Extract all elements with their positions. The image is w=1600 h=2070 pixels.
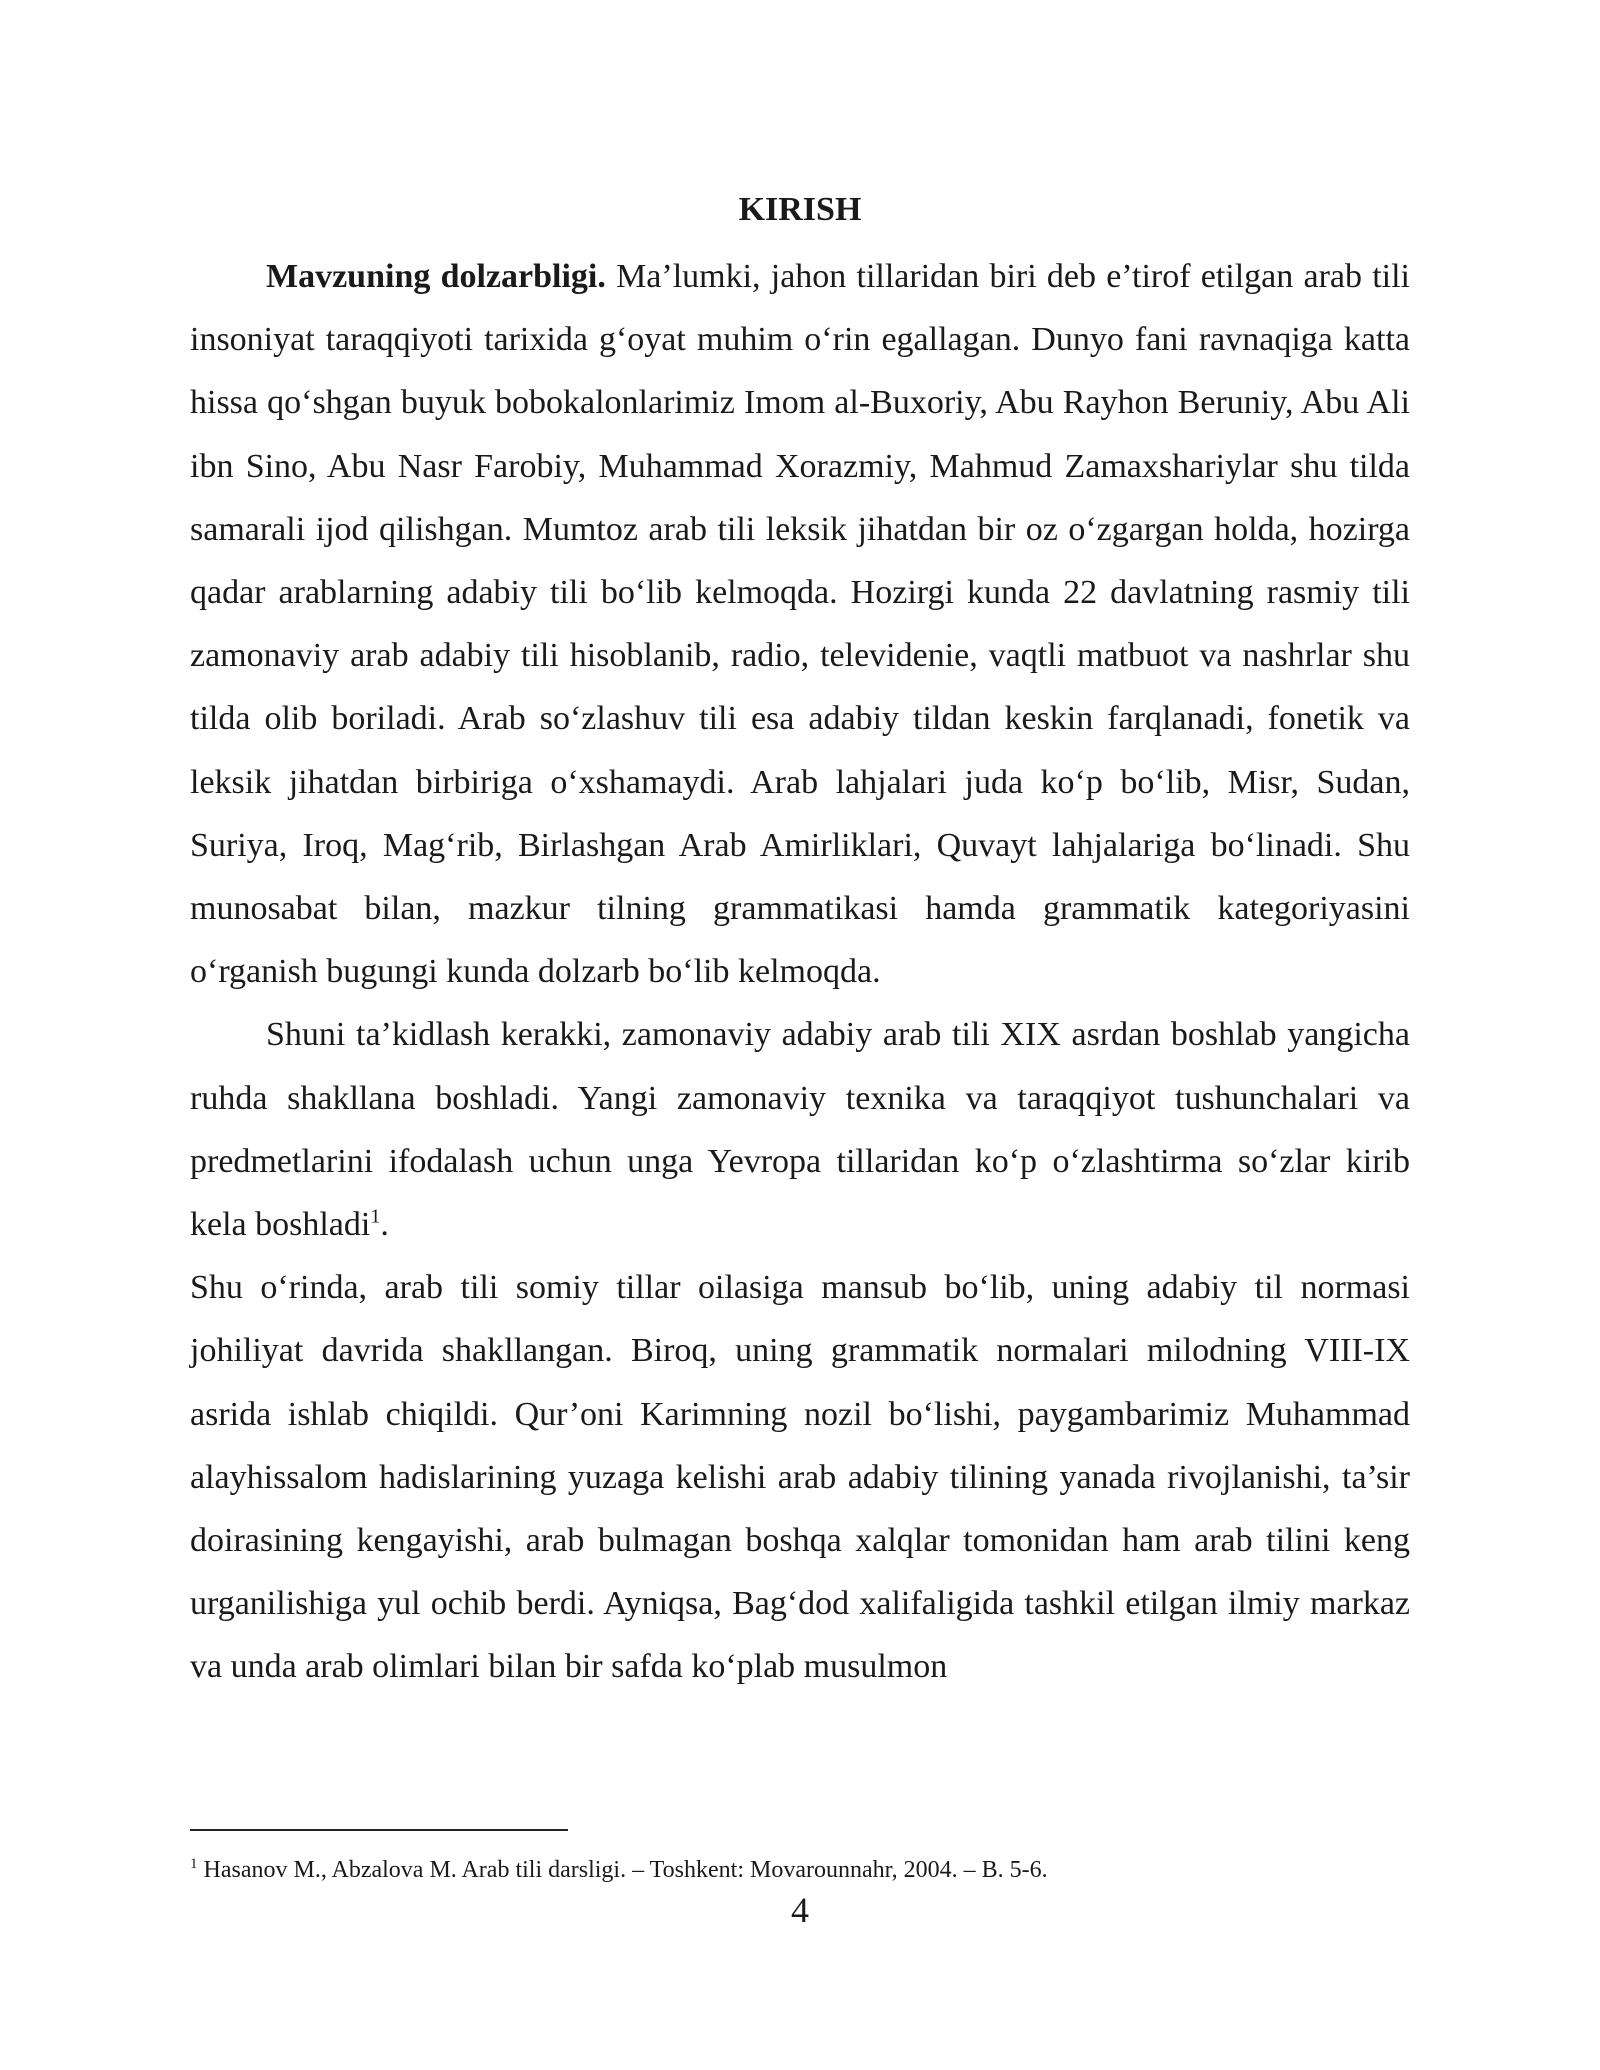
paragraph-semitic [190,1256,1410,1698]
footnote-text: Hasanov M., Abzalova M. Arab tili darsligi. – Toshkent: Movarounnahr, 2004. – B. 5-6. [197,1857,1048,1883]
footnote-separator [190,1829,568,1831]
document-page [190,0,1410,2070]
body-text [190,245,1410,1699]
footnote-reference[interactable]: 1 [370,1205,381,1228]
section-heading: KIRISH [738,191,862,228]
paragraph-relevance [190,245,1410,1003]
paragraph-end-punctuation: . [380,1206,389,1244]
paragraph-text: Shu o‘rinda, arab tili somiy tillar oilasiga mansub bo‘lib, uning adabiy til normasi johiliyat davrida shakllangan. Biroq, uning grammatik normalari milodning VIII-IX asrida ishlab chiqildi. Qur’oni Karimning nozil bo‘lishi, paygambarimiz Muhammad alayhissalom hadislarining yuzaga kelishi arab adabiy tilining yanada rivojlanishi, ta’sir doirasining kengayishi, arab bulmagan boshqa xalqlar tomonidan ham arab tilini keng urganilishiga yul ochib berdi. Ayniqsa, Bag‘dod xalifaligida tashkil etilgan ilmiy markaz va unda arab olimlari bilan bir safda ko‘plab musulmon [190,1269,1410,1686]
paragraph-text: Ma’lumki, jahon tillaridan biri deb e’tirof etilgan arab tili insoniyat taraqqiyoti tarixida g‘oyat muhim o‘rin egallagan. Dunyo fani ravnaqiga katta hissa qo‘shgan buyuk bobokalonlarimiz Imom al-Buxoriy, Abu Rayhon Beruniy, Abu Ali ibn Sino, Abu Nasr Farobiy, Muhammad Xorazmiy, Mahmud Zamaxshariylar shu tilda samarali ijod qilishgan. Mumtoz arab tili leksik jihatdan bir oz o‘zgargan holda, hozirga qadar arablarning adabiy tili bo‘lib kelmoqda. Hozirgi kunda 22 davlatning rasmiy tili zamonaviy arab adabiy tili hisoblanib, radio, televidenie, vaqtli matbuot va nashrlar shu tilda olib boriladi. Arab so‘zlashuv tili esa adabiy tildan keskin farqlanadi, fonetik va leksik jihatdan birbiriga o‘xshamaydi. Arab lahjalari juda ko‘p bo‘lib, Misr, Sudan, Suriya, Iroq, Mag‘rib, Birlashgan Arab Amirliklari, Quvayt lahjalariga bo‘linadi. Shu munosabat bilan, mazkur tilning grammatikasi hamda grammatik kategoriyasini o‘rganish bugungi kunda dolzarb bo‘lib kelmoqda. [190,258,1410,991]
paragraph-history [190,1003,1410,1256]
paragraph-lead: Mavzuning dolzarbligi. [266,258,606,295]
page-number: 4 [791,1890,809,1930]
paragraph-text: Shuni ta’kidlash kerakki, zamonaviy adabiy arab tili XIX asrdan boshlab yangicha ruhda shakllana boshladi. Yangi zamonaviy texnika va taraqqiyot tushunchalari va predmetlarini ifodalash uchun unga Yevropa tillaridan ko‘p o‘zlashtirma so‘zlar kirib kela boshladi [190,1016,1410,1244]
footnote [190,1854,1410,1886]
footnote-marker: 1 [190,1856,198,1872]
